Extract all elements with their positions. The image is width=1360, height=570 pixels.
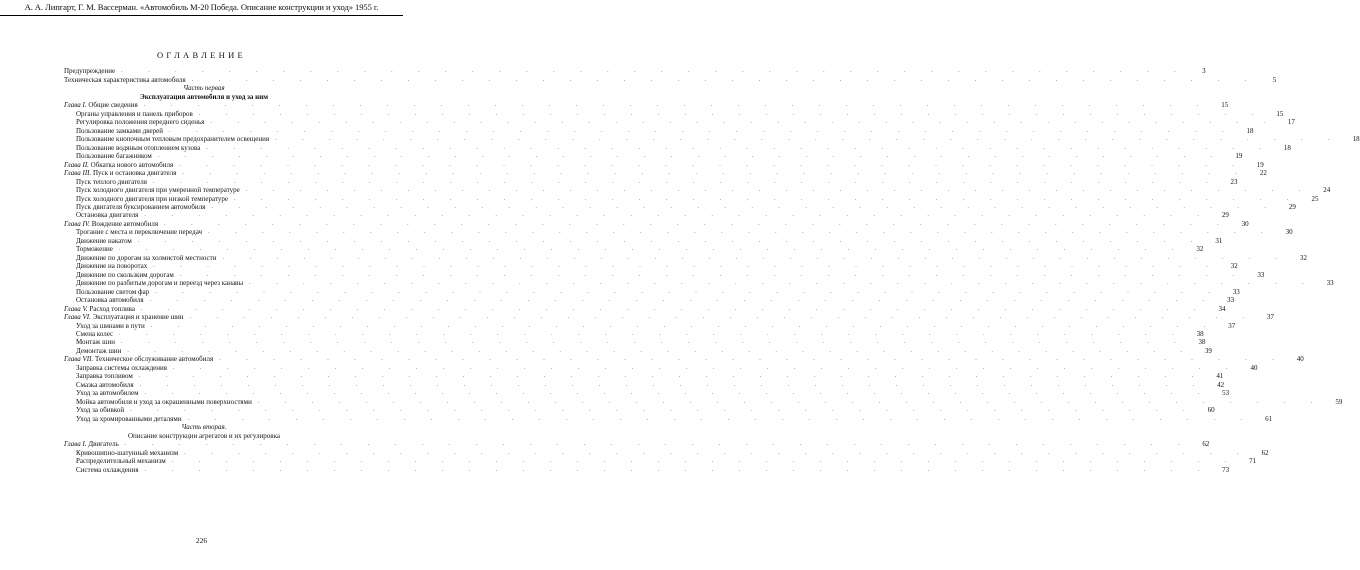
toc-page-number: 62 bbox=[1202, 440, 1210, 449]
entry-title: Эксплуатация и хранение шин bbox=[92, 313, 184, 322]
dot-leader: . . . . . . . . . . . . . . . . . . . . . . . . . . . . . . . . . . . . . . . . bbox=[219, 356, 1286, 363]
dot-leader: . . . . . . . . . . . . . . . . . . . . . . . . . . . . . . . . . . . . . . . . bbox=[164, 220, 1231, 227]
toc-entry-label bbox=[76, 296, 144, 304]
toc-page-number: 22 bbox=[1259, 169, 1267, 178]
chapter-prefix: Глава I. bbox=[64, 440, 87, 449]
dot-leader: . . . . . . . . . . . . . . . . . . . . . . . . . . . . . . . . . . . . . . . . bbox=[189, 314, 1257, 321]
section-heading bbox=[64, 431, 344, 439]
dot-leader: . . . . . . . . . . . . . . . . . . . . . . . . . . . . . . . . . . . . . . . . bbox=[182, 170, 1249, 177]
dot-leader: . . . . . . . . . . . . . . . . . . . . . . . . . . . . . . . . . . . . . . . . bbox=[130, 407, 1197, 414]
toc-entry-label bbox=[76, 211, 138, 219]
chapter-prefix: Глава V. bbox=[64, 304, 88, 313]
toc-entry bbox=[64, 109, 1284, 118]
toc-page-number: 17 bbox=[1287, 118, 1295, 127]
toc-entry bbox=[64, 194, 1319, 203]
toc-entry-label bbox=[64, 76, 186, 84]
toc-page-number: 62 bbox=[1261, 448, 1269, 457]
toc-page-number: 29 bbox=[1288, 202, 1296, 211]
entry-title: Заправка системы охлаждения bbox=[76, 363, 167, 372]
heading-text: Описание конструкции агрегатов и их регулировка bbox=[127, 431, 281, 440]
toc-entry-label bbox=[76, 330, 113, 338]
toc-entry-label bbox=[64, 440, 119, 448]
toc-entry bbox=[64, 465, 1230, 474]
entry-title: Движение на поворотах bbox=[76, 262, 148, 271]
dot-leader: . . . . . . . . . . . . . . . . . . . . . . . . . . . . . . . . . . . . . . . . bbox=[155, 288, 1222, 295]
toc-page-number: 32 bbox=[1196, 245, 1204, 254]
chapter-prefix: Глава II. bbox=[64, 160, 89, 169]
dot-leader: . . . . . . . . . . . . . . . . . . . . . . . . . . . . . . . . . . . . . . . . bbox=[275, 136, 1342, 143]
dot-leader: . . . . . . . . . . . . . . . . . . . . . . . . . . . . . . . . . . . . . . . . bbox=[124, 441, 1192, 448]
entry-title: Уход за автомобилем bbox=[76, 389, 139, 398]
dot-leader: . . . . . . . . . . . . . . . . . . . . . . . . . . . . . . . . . . . . . . . . bbox=[179, 161, 1246, 168]
toc-entry bbox=[64, 287, 1240, 296]
toc-page-number: 33 bbox=[1326, 279, 1334, 288]
dot-leader: . . . . . . . . . . . . . . . . . . . . . . . . . . . . . . . . . . . . . . . . bbox=[141, 305, 1208, 312]
entry-title: Монтаж шин bbox=[76, 338, 116, 347]
toc-entry bbox=[64, 253, 1307, 262]
dot-leader: . . . . . . . . . . . . . . . . . . . . . . . . . . . . . . . . . . . . . . . . bbox=[222, 254, 1289, 261]
toc-chapter-entry bbox=[64, 219, 1249, 228]
entry-title: Пуск двигателя буксированием автомобиля bbox=[76, 202, 206, 211]
dot-leader: . . . . . . . . . . . . . . . . . . . . . . . . . . . . . . . . . . . . . . . . bbox=[191, 76, 1259, 83]
toc-page-number: 40 bbox=[1296, 355, 1304, 364]
entry-title: Движение накатом bbox=[76, 236, 132, 245]
entry-title: Пользование кнопочным тепловым предохранителем освещения bbox=[76, 135, 270, 144]
toc-page-number: 40 bbox=[1250, 363, 1258, 372]
toc-entry-label bbox=[76, 186, 240, 194]
toc-entry bbox=[64, 262, 1238, 271]
toc-entry-label bbox=[76, 178, 147, 186]
table-of-contents bbox=[64, 67, 1360, 474]
toc-chapter-entry bbox=[64, 355, 1304, 364]
toc-entry-label bbox=[76, 152, 152, 160]
dot-leader: . . . . . . . . . . . . . . . . . . . . . . . . . . . . . . . . . . . . . . . . bbox=[172, 364, 1240, 371]
toc-page-number: 32 bbox=[1299, 253, 1307, 262]
toc-entry bbox=[64, 363, 1258, 372]
toc-page-number: 38 bbox=[1196, 330, 1204, 338]
dot-leader: . . . . . . . . . . . . . . . . . . . . . . . . . . . . . . . . . . . . . . . . bbox=[171, 458, 1239, 465]
entry-title: Обкатка нового автомобиля bbox=[90, 160, 174, 169]
dot-leader: . . . . . . . . . . . . . . . . . . . . . . . . . . . . . . . . . . . . . . . . bbox=[198, 110, 1266, 117]
entry-title: Общие сведения bbox=[88, 101, 138, 110]
toc-page-number: 3 bbox=[1202, 67, 1206, 76]
dot-leader: . . . . . . . . . . . . . . . . . . . . . . . . . . . . . . . . . . . . . . . . bbox=[138, 373, 1206, 380]
chapter-prefix: Глава VI. bbox=[64, 313, 91, 322]
entry-title: Пользование багажником bbox=[76, 152, 152, 161]
toc-entry-label bbox=[64, 169, 176, 177]
toc-page-number: 73 bbox=[1222, 465, 1230, 474]
entry-title: Трогание с места и переключение передач bbox=[76, 228, 203, 237]
toc-entry-label bbox=[64, 67, 115, 75]
chapter-prefix: Глава VII. bbox=[64, 355, 94, 364]
dot-leader: . . . . . . . . . . . . . . . . . . . . . . . . . . . . . . . . . . . . . . . . bbox=[139, 381, 1207, 388]
entry-title: Торможение bbox=[76, 245, 113, 254]
dot-leader: . . . . . . . . . . . . . . . . . . . . . . . . . . . . . . . . . . . . . . . . bbox=[153, 263, 1220, 270]
dot-leader: . . . . . . . . . . . . . . . . . . . . . . . . . . . . . . . . . . . . . . . . bbox=[206, 144, 1273, 151]
toc-chapter-entry bbox=[64, 169, 1267, 178]
dot-leader: . . . . . . . . . . . . . . . . . . . . . . . . . . . . . . . . . . . . . . . . bbox=[245, 187, 1313, 194]
toc-entry-label bbox=[76, 322, 145, 330]
toc-entry bbox=[64, 346, 1212, 355]
dot-leader: . . . . . . . . . . . . . . . . . . . . . . . . . . . . . . . . . . . . . . . . bbox=[149, 297, 1217, 304]
entry-title: Мойка автомобиля и уход за окрашенными поверхностями bbox=[76, 397, 252, 406]
entry-title: Вождение автомобиля bbox=[91, 219, 159, 228]
toc-page-number: 19 bbox=[1256, 160, 1264, 169]
entry-title: Уход за обивкой bbox=[76, 406, 125, 415]
toc-page-number: 19 bbox=[1235, 152, 1243, 161]
toc-entry bbox=[64, 228, 1293, 237]
toc-entry-label bbox=[76, 135, 269, 143]
entry-title: Регулировка положения переднего сиденья bbox=[76, 118, 205, 127]
toc-page-number: 38 bbox=[1198, 338, 1206, 347]
toc-entry bbox=[64, 143, 1291, 152]
toc-entry-label bbox=[64, 161, 173, 169]
entry-title: Пуск холодного двигателя при низкой температуре bbox=[76, 194, 229, 203]
toc-entry-label bbox=[76, 228, 202, 236]
toc-entry bbox=[64, 177, 1238, 186]
toc-entry-label bbox=[76, 381, 134, 389]
chapter-prefix: Глава I. bbox=[64, 101, 87, 110]
toc-entry-label bbox=[76, 415, 182, 423]
toc-page-number: 23 bbox=[1230, 177, 1238, 186]
entry-title: Уход за хромированными деталями bbox=[76, 414, 182, 423]
dot-leader: . . . . . . . . . . . . . . . . . . . . . . . . . . . . . . . . . . . . . . . . bbox=[144, 390, 1212, 397]
entry-title: Движение по скользким дорогам bbox=[76, 270, 174, 279]
toc-page-number: 30 bbox=[1241, 219, 1249, 228]
toc-entry-label bbox=[76, 364, 167, 372]
toc-entry bbox=[64, 457, 1257, 466]
toc-chapter-entry bbox=[64, 313, 1275, 322]
toc-entry-label bbox=[64, 305, 135, 313]
toc-entry bbox=[64, 236, 1223, 245]
dot-leader: . . . . . . . . . . . . . . . . . . . . . . . . . . . . . . . . . . . . . . . . bbox=[137, 237, 1205, 244]
entry-title: Пользование замками дверей bbox=[76, 126, 163, 135]
toc-entry bbox=[64, 75, 1277, 84]
chapter-prefix: Глава IV. bbox=[64, 219, 90, 228]
entry-title: Пользование водяным отоплением кузова bbox=[76, 143, 201, 152]
toc-page-number: 39 bbox=[1204, 346, 1212, 355]
entry-title: Расход топлива bbox=[89, 304, 136, 313]
toc-entry bbox=[64, 202, 1296, 211]
toc-entry-label bbox=[76, 372, 133, 380]
page-number: 226 bbox=[195, 536, 208, 545]
dot-leader: . . . . . . . . . . . . . . . . . . . . . . . . . . . . . . . . . . . . . . . . bbox=[143, 102, 1211, 109]
dot-leader: . . . . . . . . . . . . . . . . . . . . . . . . . . . . . . . . . . . . . . . . bbox=[144, 466, 1212, 473]
toc-page-number: 41 bbox=[1216, 372, 1224, 381]
dot-leader: . . . . . . . . . . . . . . . . . . . . . . . . . . . . . . . . . . . . . . . . bbox=[150, 322, 1218, 329]
toc-entry bbox=[64, 245, 1204, 254]
dot-leader: . . . . . . . . . . . . . . . . . . . . . . . . . . . . . . . . . . . . . . . . bbox=[187, 415, 1255, 422]
toc-entry-label bbox=[76, 127, 163, 135]
dot-leader: . . . . . . . . . . . . . . . . . . . . . . . . . . . . . . . . . . . . . . . . bbox=[127, 347, 1194, 354]
toc-entry bbox=[64, 321, 1236, 330]
entry-title: Пользование светом фар bbox=[76, 287, 150, 296]
heading-text: Часть вторая. bbox=[181, 423, 227, 432]
dot-leader: . . . . . . . . . . . . . . . . . . . . . . . . . . . . . . . . . . . . . . . . bbox=[144, 212, 1211, 219]
toc-page-number: 59 bbox=[1335, 397, 1343, 406]
toc-page-number: 60 bbox=[1207, 406, 1215, 415]
toc-entry-label bbox=[76, 110, 193, 118]
toc-entry-label bbox=[76, 203, 205, 211]
entry-title: Пуск и остановка двигателя bbox=[92, 169, 177, 178]
entry-title: Пуск теплого двигателя bbox=[76, 177, 147, 186]
toc-entry bbox=[64, 397, 1343, 406]
toc-page-number: 33 bbox=[1227, 296, 1235, 305]
toc-page-number: 34 bbox=[1218, 304, 1226, 313]
toc-page-number: 53 bbox=[1222, 389, 1230, 398]
entry-title: Техническое обслуживание автомобиля bbox=[94, 355, 214, 364]
entry-title: Пуск холодного двигателя при умеренной температуре bbox=[76, 186, 240, 195]
toc-entry bbox=[64, 389, 1230, 398]
toc-entry-label bbox=[76, 466, 139, 474]
toc-page-number: 61 bbox=[1265, 414, 1273, 423]
entry-title: Остановка автомобиля bbox=[76, 296, 144, 305]
heading-text: Часть первая bbox=[183, 84, 225, 93]
toc-page-number: 29 bbox=[1221, 211, 1229, 220]
toc-entry-label bbox=[76, 254, 216, 262]
toc-chapter-entry bbox=[64, 440, 1210, 449]
dot-leader: . . . . . . . . . . . . . . . . . . . . . . . . . . . . . . . . . . . . . . . . bbox=[208, 229, 1275, 236]
toc-entry-label bbox=[76, 457, 166, 465]
toc-entry bbox=[64, 279, 1334, 288]
entry-title: Техническая характеристика автомобиля bbox=[64, 75, 186, 84]
dot-leader: . . . . . . . . . . . . . . . . . . . . . . . . . . . . . . . . . . . . . . . . bbox=[211, 203, 1278, 210]
toc-entry-label bbox=[76, 389, 139, 397]
dot-leader: . . . . . . . . . . . . . . . . . . . . . . . . . . . . . . . . . . . . . . . . bbox=[121, 339, 1188, 346]
toc-page-number: 71 bbox=[1249, 457, 1257, 466]
toc-entry-label bbox=[64, 101, 138, 109]
toc-page-number: 15 bbox=[1221, 101, 1229, 110]
toc-entry bbox=[64, 330, 1204, 338]
toc-entry-label bbox=[76, 406, 124, 414]
toc-entry-label bbox=[76, 398, 252, 406]
toc-entry-label bbox=[76, 347, 121, 355]
chapter-prefix: Глава III. bbox=[64, 169, 92, 178]
part-heading bbox=[64, 423, 344, 431]
toc-entry bbox=[64, 270, 1265, 279]
toc-page-number: 33 bbox=[1257, 270, 1265, 279]
toc-chapter-entry bbox=[64, 101, 1229, 110]
toc-entry-label bbox=[76, 195, 228, 203]
toc-entry bbox=[64, 211, 1229, 220]
toc-entry-label bbox=[76, 271, 174, 279]
page-title: ОГЛАВЛЕНИЕ bbox=[156, 50, 247, 60]
toc-entry bbox=[64, 186, 1331, 195]
toc-page-number: 18 bbox=[1283, 143, 1291, 152]
dot-leader: . . . . . . . . . . . . . . . . . . . . . . . . . . . . . . . . . . . . . . . . bbox=[210, 119, 1277, 126]
toc-entry bbox=[64, 414, 1273, 423]
toc-entry bbox=[64, 296, 1235, 305]
page-header: А. А. Липгарт, Г. М. Вассерман. «Автомобиль М-20 Победа. Описание конструкции и уход» 1955 г. bbox=[0, 0, 403, 16]
toc-page-number: 42 bbox=[1217, 380, 1225, 389]
toc-entry-label bbox=[76, 288, 149, 296]
toc-entry-label bbox=[76, 118, 204, 126]
entry-title: Остановка двигателя bbox=[76, 211, 139, 220]
toc-chapter-entry bbox=[64, 304, 1226, 313]
toc-page-number: 31 bbox=[1215, 236, 1223, 245]
toc-entry bbox=[64, 126, 1254, 135]
toc-entry-label bbox=[64, 220, 158, 228]
dot-leader: . . . . . . . . . . . . . . . . . . . . . . . . . . . . . . . . . . . . . . . . bbox=[118, 246, 1186, 253]
dot-leader: . . . . . . . . . . . . . . . . . . . . . . . . . . . . . . . . . . . . . . . . bbox=[152, 178, 1220, 185]
dot-leader: . . . . . . . . . . . . . . . . . . . . . . . . . . . . . . . . . . . . . . . . bbox=[249, 280, 1316, 287]
toc-entry bbox=[64, 152, 1243, 161]
toc-entry-label bbox=[64, 313, 184, 321]
entry-title: Распределительный механизм bbox=[76, 457, 166, 466]
dot-leader: . . . . . . . . . . . . . . . . . . . . . . . . . . . . . . . . . . . . . . . . bbox=[121, 68, 1188, 75]
dot-leader: . . . . . . . . . . . . . . . . . . . . . . . . . . . . . . . . . . . . . . . . bbox=[168, 127, 1236, 134]
toc-entry bbox=[64, 380, 1225, 389]
dot-leader: . . . . . . . . . . . . . . . . . . . . . . . . . . . . . . . . . . . . . . . . bbox=[234, 195, 1301, 202]
toc-entry-label bbox=[76, 245, 113, 253]
toc-entry-label bbox=[64, 355, 213, 363]
toc-entry-label bbox=[76, 449, 178, 457]
section-heading bbox=[64, 92, 344, 100]
toc-page-number: 33 bbox=[1232, 287, 1240, 296]
toc-entry-label bbox=[76, 144, 200, 152]
toc-entry bbox=[64, 372, 1224, 381]
entry-title: Заправка топливом bbox=[76, 372, 133, 381]
toc-page-number: 32 bbox=[1230, 262, 1238, 271]
entry-title: Уход за шинами в пути bbox=[76, 321, 145, 330]
entry-title: Смазка автомобиля bbox=[76, 380, 134, 389]
toc-page-number: 37 bbox=[1267, 313, 1275, 322]
entry-title: Движение по дорогам на холмистой местности bbox=[76, 253, 217, 262]
toc-page-number: 18 bbox=[1246, 126, 1254, 135]
toc-page-number: 30 bbox=[1285, 228, 1293, 237]
toc-entry bbox=[64, 338, 1206, 347]
toc-entry-label bbox=[76, 237, 132, 245]
dot-leader: . . . . . . . . . . . . . . . . . . . . . . . . . . . . . . . . . . . . . . . . bbox=[157, 153, 1225, 160]
dot-leader: . . . . . . . . . . . . . . . . . . . . . . . . . . . . . . . . . . . . . . . . bbox=[119, 331, 1186, 337]
toc-entry bbox=[64, 135, 1360, 144]
entry-title: Демонтаж шин bbox=[76, 346, 122, 355]
toc-entry-label bbox=[76, 338, 115, 346]
entry-title: Органы управления и панель приборов bbox=[76, 109, 193, 118]
toc-page-number: 25 bbox=[1311, 194, 1319, 203]
entry-title: Движение по разбитым дорогам и переезд через канавы bbox=[76, 279, 244, 288]
heading-text: Эксплуатация автомобиля и уход за ним bbox=[139, 92, 269, 101]
entry-title: Кривошипно-шатунный механизм bbox=[76, 448, 179, 457]
toc-chapter-entry bbox=[64, 160, 1264, 169]
toc-page-number: 24 bbox=[1323, 186, 1331, 195]
entry-title: Двигатель bbox=[88, 440, 119, 449]
toc-page-number: 15 bbox=[1276, 109, 1284, 118]
dot-leader: . . . . . . . . . . . . . . . . . . . . . . . . . . . . . . . . . . . . . . . . bbox=[184, 449, 1251, 456]
toc-page-number: 5 bbox=[1272, 75, 1277, 84]
toc-entry bbox=[64, 118, 1295, 127]
entry-title: Система охлаждения bbox=[76, 465, 139, 474]
toc-entry bbox=[64, 406, 1215, 415]
entry-title: Предупреждение bbox=[64, 67, 116, 76]
toc-entry-label bbox=[76, 279, 243, 287]
toc-entry bbox=[64, 448, 1269, 457]
toc-entry-label bbox=[76, 262, 147, 270]
toc-page-number: 18 bbox=[1352, 135, 1360, 144]
toc-page-number: 37 bbox=[1228, 321, 1236, 330]
part-heading bbox=[64, 84, 344, 92]
dot-leader: . . . . . . . . . . . . . . . . . . . . . . . . . . . . . . . . . . . . . . . . bbox=[179, 271, 1247, 278]
entry-title: Смена колес bbox=[76, 330, 114, 338]
toc-entry bbox=[64, 67, 1206, 76]
dot-leader: . . . . . . . . . . . . . . . . . . . . . . . . . . . . . . . . . . . . . . . . bbox=[257, 398, 1325, 405]
